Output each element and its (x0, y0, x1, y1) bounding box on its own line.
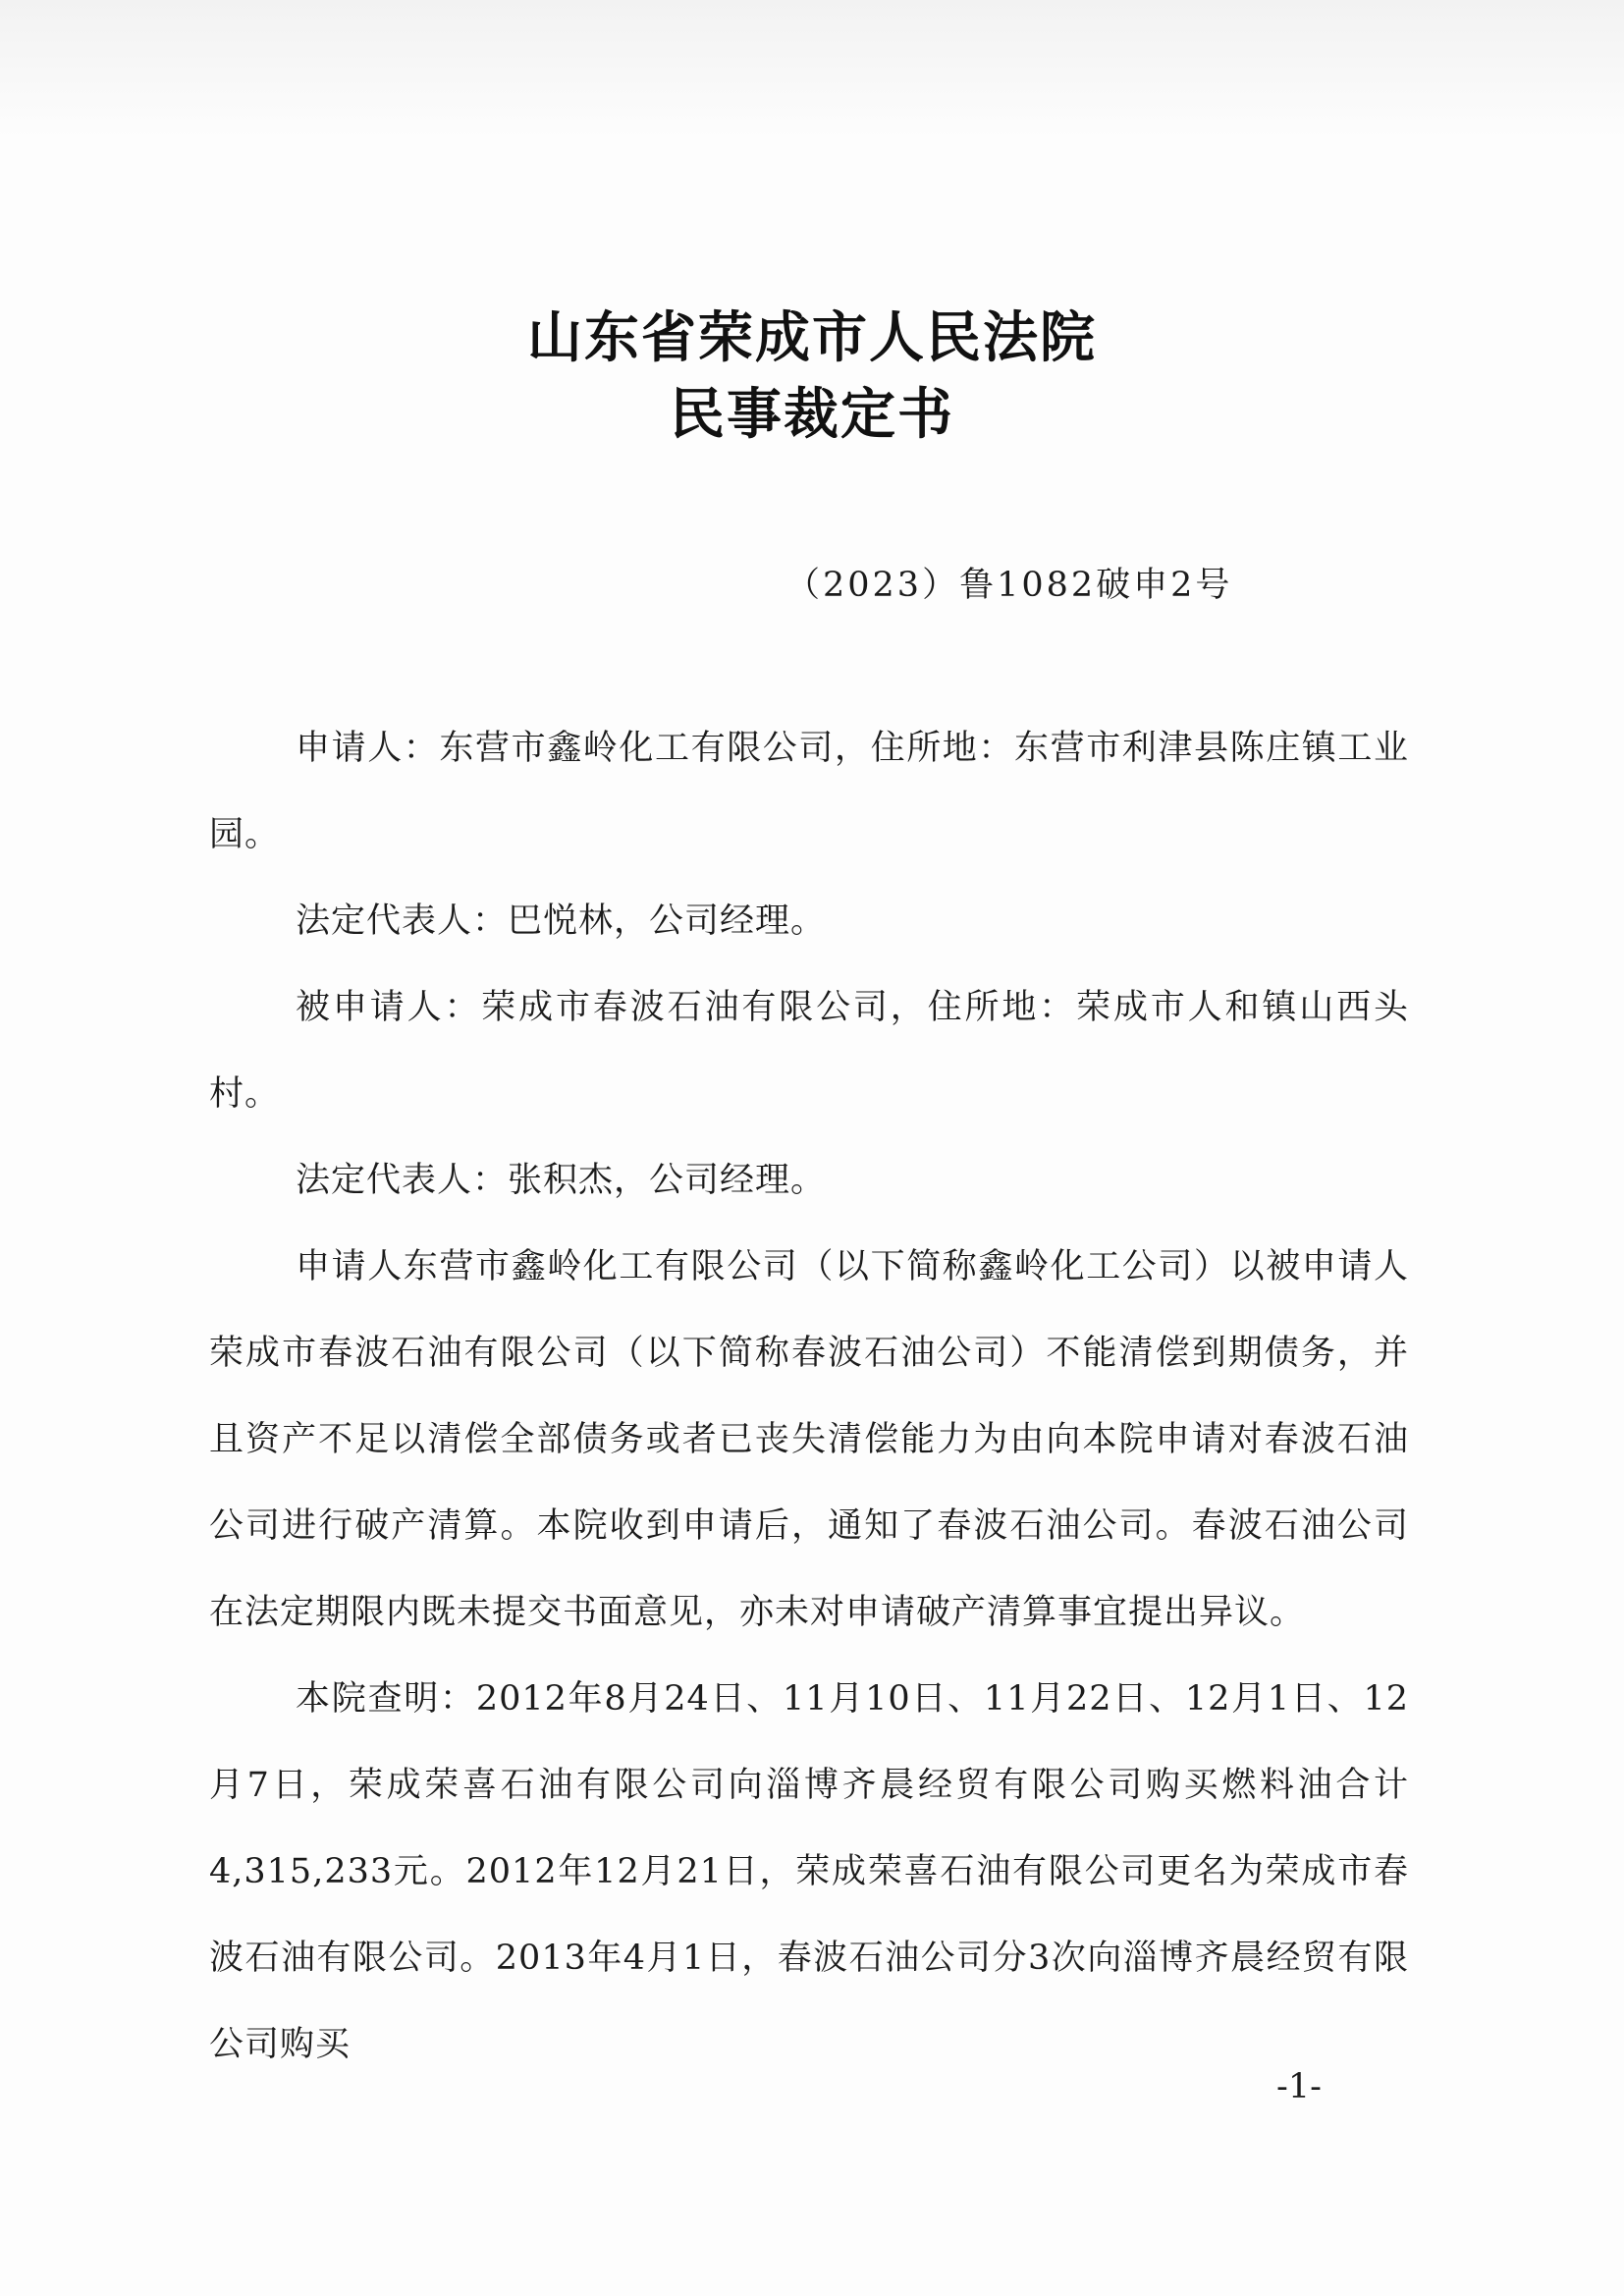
paragraph-applicant: 申请人：东营市鑫岭化工有限公司，住所地：东营市利津县陈庄镇工业园。 (209, 729, 1409, 854)
paragraph-findings: 本院查明：2012年8月24日、11月10日、11月22日、12月1日、12月7日，荣成荣喜石油有限公司向淄博齐晨经贸有限公司购买燃料油合计4,315,233元。2012年12月21日，荣成荣喜石油有限公司更名为荣成市春波石油有限公司。2013年4月1日，春波石油公司分3次向淄博齐晨经贸有限公司购买 (209, 1679, 1409, 2064)
court-name-heading: 山东省荣成市人民法院 (527, 305, 1097, 370)
scan-shading (0, 0, 1624, 137)
paragraph-respondent-representative: 法定代表人：张积杰，公司经理。 (296, 1161, 827, 1200)
document-type-heading: 民事裁定书 (670, 382, 954, 447)
page-number: -1- (1276, 2067, 1322, 2106)
paragraph-applicant-representative: 法定代表人：巴悦林，公司经理。 (296, 902, 827, 941)
paragraph-respondent: 被申请人：荣成市春波石油有限公司，住所地：荣成市人和镇山西头村。 (209, 988, 1409, 1114)
case-number: （2023）鲁1082破申2号 (785, 566, 1233, 605)
document-body (209, 705, 1409, 2088)
paragraph-application: 申请人东营市鑫岭化工有限公司（以下简称鑫岭化工公司）以被申请人荣成市春波石油有限公司（以下简称春波石油公司）不能清偿到期债务，并且资产不足以清偿全部债务或者已丧失清偿能力为由向本院申请对春波石油公司进行破产清算。本院收到申请后，通知了春波石油公司。春波石油公司在法定期限内既未提交书面意见，亦未对申请破产清算事宜提出异议。 (209, 1247, 1409, 1632)
